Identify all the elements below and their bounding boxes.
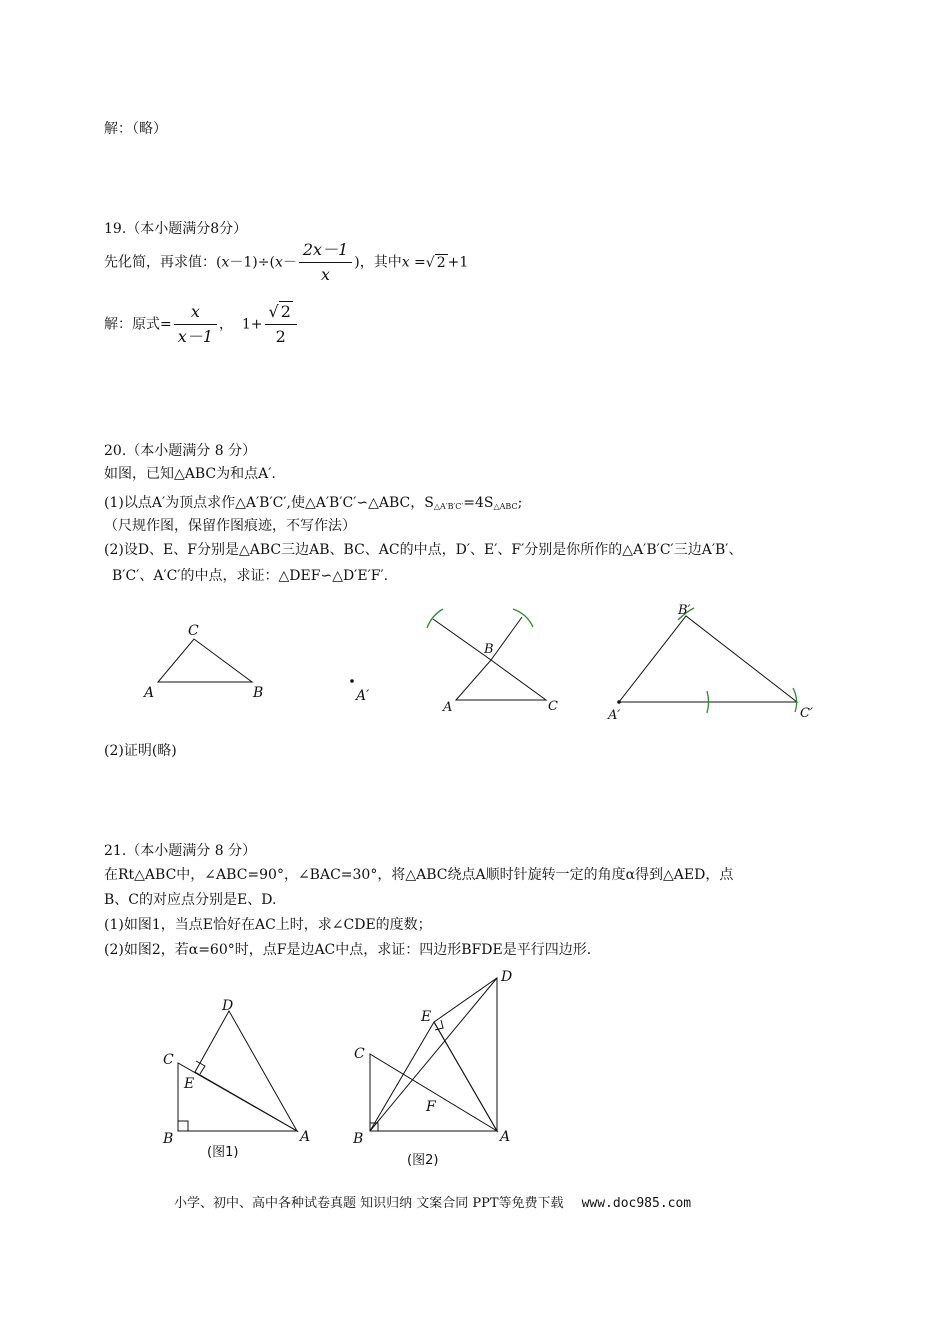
- extension-ab: [433, 619, 491, 660]
- fig1-label-c: C: [163, 1052, 174, 1068]
- point-a-prime-label: A′: [356, 688, 370, 704]
- q21-line2: B、C的对应点分别是E、D.: [104, 892, 277, 908]
- construction-arc: [513, 609, 533, 627]
- q21-line3: (1)如图1，当点E恰好在AC上时，求∠CDE的度数；: [104, 917, 432, 933]
- fig2-label-d: D: [501, 969, 513, 985]
- t1-label-b: B: [253, 685, 264, 701]
- fig2-label-f: F: [426, 1099, 436, 1115]
- vertex-dot: [617, 700, 621, 704]
- q20-header: 20.（本小题满分 8 分）: [104, 443, 257, 459]
- t3-label-b: B′: [678, 603, 691, 618]
- construction-arc: [427, 609, 443, 628]
- fig1-label-d: D: [222, 998, 234, 1014]
- t1-label-a: A: [144, 685, 155, 701]
- sqrt-symbol: √ 2: [425, 254, 446, 271]
- q19-answer: 解：原式= $\frac{x}{x-1}$ ， 1+ $\frac{√ 2}{2}$: [104, 302, 299, 347]
- fig2-caption: (图2): [407, 1153, 439, 1168]
- q20-line3: （尺规作图，保留作图痕迹，不写作法）: [104, 518, 356, 534]
- fig2-label-a: A: [500, 1129, 511, 1145]
- t3-label-a: A′: [608, 708, 621, 723]
- triangle-abc: [158, 639, 252, 682]
- figure-2: [352, 969, 512, 1168]
- q20-line2: (1)以点A′为顶点求作△A′B′C′,使△A′B′C′∽△ABC，$S_{\triangle A'B'C'}=4S_{\triangle ABC}$;: [104, 495, 523, 511]
- q21-figures: [0, 960, 950, 1170]
- figure-1: [162, 998, 310, 1160]
- t3-label-c: C′: [800, 706, 813, 721]
- q19-answer-fraction: $\frac{x}{x-1}$: [174, 302, 217, 347]
- q19-header: 19.（本小题满分8分）: [104, 221, 248, 237]
- q20-figures: [0, 600, 950, 740]
- triangle-a-prime-b-prime-c-prime: [619, 616, 797, 702]
- q19-answer-value: $\frac{√ 2}{2}$: [265, 302, 297, 347]
- construction-triangle: [456, 660, 546, 700]
- right-angle-mark: [178, 1121, 188, 1131]
- extension-cb: [491, 617, 522, 660]
- page-footer: [174, 1192, 691, 1211]
- q19-fraction: $\frac{2x-1}{x}$: [299, 240, 352, 285]
- fig1-caption: (图1): [207, 1145, 239, 1160]
- q20-line1: 如图，已知△ABC为和点A′.: [104, 466, 276, 482]
- fig1-label-e: E: [184, 1076, 195, 1092]
- q21-header: 21.（本小题满分 8 分）: [104, 843, 257, 859]
- t2-label-c: C: [548, 699, 558, 714]
- fig2-label-b: B: [353, 1131, 364, 1147]
- q18-answer: 解：（略）: [104, 121, 167, 137]
- q20-line5: B′C′、A′C′的中点，求证：△DEF∽△D′E′F′.: [112, 568, 389, 584]
- fig1-label-a: A: [300, 1129, 311, 1145]
- q21-line1: 在Rt△ABC中，∠ABC=90°，∠BAC=30°，将△ABC绕点A顺时针旋转一定的角度α得到△AED，点: [104, 867, 734, 883]
- footer-text: 小学、初中、高中各种试卷真题 知识归纳 文案合同 PPT等免费下载: [174, 1196, 564, 1211]
- q21-line4: (2)如图2，若α=60°时，点F是边AC中点，求证：四边形BFDE是平行四边形.: [104, 942, 592, 958]
- q20-proof: (2)证明(略): [104, 743, 177, 759]
- fig2-label-e: E: [421, 1009, 432, 1025]
- fig2-label-c: C: [354, 1046, 365, 1062]
- q20-line4: (2)设D、E、F分别是△ABC三边AB、BC、AC的中点，D′、E′、F′分别是你所作的△A′B′C′三边A′B′、: [104, 542, 743, 558]
- t2-label-b: B: [484, 642, 494, 657]
- footer-url[interactable]: www.doc985.com: [581, 1196, 692, 1211]
- fig1-label-b: B: [163, 1131, 174, 1147]
- point-a-prime: [350, 679, 354, 683]
- t2-label-a: A: [443, 700, 453, 715]
- t1-label-c: C: [188, 623, 199, 639]
- q19-stem: 先化简，再求值：(x－1)÷(x－ $\frac{2x-1}{x}$ )，其中x =√ 2 +1: [104, 240, 469, 284]
